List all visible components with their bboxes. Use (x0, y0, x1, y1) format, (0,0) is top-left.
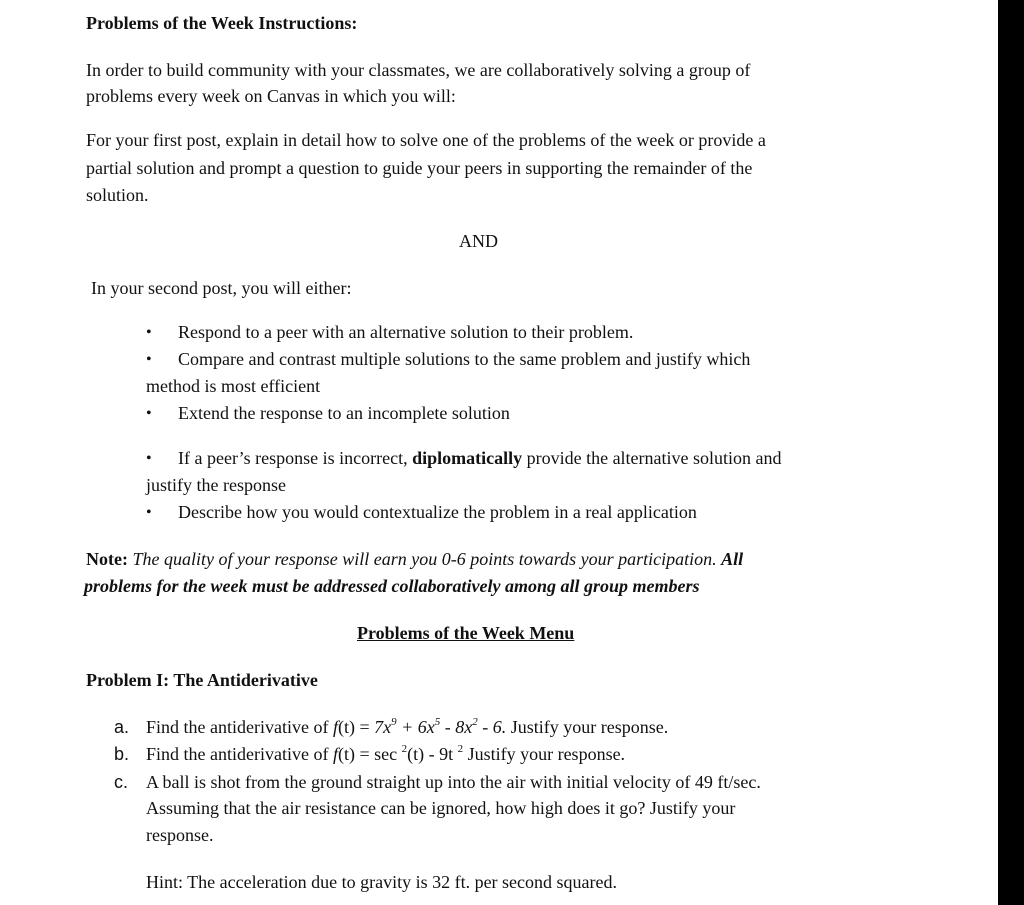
bullet-item-4-line-2: justify the response (146, 475, 286, 495)
problem-c-marker: c. (114, 772, 129, 792)
bullet-item-4-post: provide the alternative solution and (526, 448, 782, 468)
problem-b-mid: (t) - 9t (407, 744, 454, 764)
problem-a-pre: Find the antiderivative of (146, 717, 329, 737)
problem-a-term-1: 7x (374, 717, 392, 737)
bullet-item-3: Extend the response to an incomplete solution (178, 403, 510, 423)
first-post-line-3: solution. (86, 185, 149, 205)
problem-a-text (146, 716, 668, 738)
problem-b-pre: Find the antiderivative of (146, 744, 329, 764)
and-separator: AND (459, 231, 498, 251)
problem-title: Problem I: The Antiderivative (86, 670, 318, 690)
problem-b-marker: b. (114, 744, 130, 764)
problem-a-marker: a. (114, 717, 130, 737)
problem-b-post: Justify your response. (467, 744, 626, 764)
note-bold-italic-start: All (721, 549, 744, 569)
problem-a-term-4: - 6. (482, 717, 507, 737)
note-label: Note: (86, 549, 128, 569)
bullet-icon: • (146, 324, 152, 341)
problem-c-line-3: response. (146, 825, 214, 845)
bullet-item-5: Describe how you would contextualize the problem in a real application (178, 502, 697, 522)
problem-c-line-2: Assuming that the air resistance can be ignored, how high does it go? Justify your (146, 798, 736, 818)
menu-heading: Problems of the Week Menu (357, 623, 575, 643)
intro-line-2: problems every week on Canvas in which you will: (86, 86, 456, 106)
problem-a-arg: (t) = (337, 717, 370, 737)
problem-a-exp-1: 9 (391, 716, 397, 728)
note-line-1 (86, 548, 743, 570)
problem-a-exp-3: 2 (472, 716, 478, 728)
note-line-2: problems for the week must be addressed collaboratively among all group members (84, 576, 700, 596)
bullet-item-2-line-1: Compare and contrast multiple solutions to the same problem and justify which (178, 349, 751, 369)
problem-a-exp-2: 5 (434, 716, 441, 728)
problem-a-post: Justify your response. (510, 717, 669, 737)
bullet-icon: • (146, 450, 152, 467)
problem-a-func: f (332, 717, 338, 737)
second-post-intro: In your second post, you will either: (91, 278, 352, 298)
bullet-item-1: Respond to a peer with an alternative solution to their problem. (178, 322, 634, 342)
problem-b-exp-1: 2 (401, 743, 408, 755)
problem-b-text (146, 743, 625, 765)
page-title: Problems of the Week Instructions: (86, 13, 358, 33)
first-post-line-1: For your first post, explain in detail how to solve one of the problems of the week or provide a (86, 130, 766, 150)
bullet-item-4-bold: diplomatically (412, 448, 523, 468)
problem-b-func: f (332, 744, 338, 764)
problem-b-arg: (t) = sec (337, 744, 398, 764)
intro-line-1: In order to build community with your classmates, we are collaboratively solving a group of (86, 60, 751, 80)
bullet-icon: • (146, 504, 152, 521)
bullet-item-2-line-2: method is most efficient (146, 376, 321, 396)
hint-text: Hint: The acceleration due to gravity is 32 ft. per second squared. (146, 872, 618, 892)
window-edge-scrollbar[interactable] (998, 0, 1024, 905)
first-post-line-2: partial solution and prompt a question to guide your peers in supporting the remainder of the (86, 158, 753, 178)
bullet-icon: • (146, 351, 152, 368)
problem-a-term-3: - 8x (444, 717, 473, 737)
problem-b-exp-2: 2 (457, 743, 464, 755)
problem-a-term-2: + 6x (401, 717, 435, 737)
note-italic-text: The quality of your response will earn you 0-6 points towards your participation. (132, 549, 717, 569)
bullet-icon: • (146, 405, 152, 422)
problem-c-line-1: A ball is shot from the ground straight up into the air with initial velocity of 49 ft/sec. (146, 772, 761, 792)
bullet-item-4-line-1 (178, 447, 782, 469)
bullet-item-4-pre: If a peer’s response is incorrect, (178, 448, 408, 468)
